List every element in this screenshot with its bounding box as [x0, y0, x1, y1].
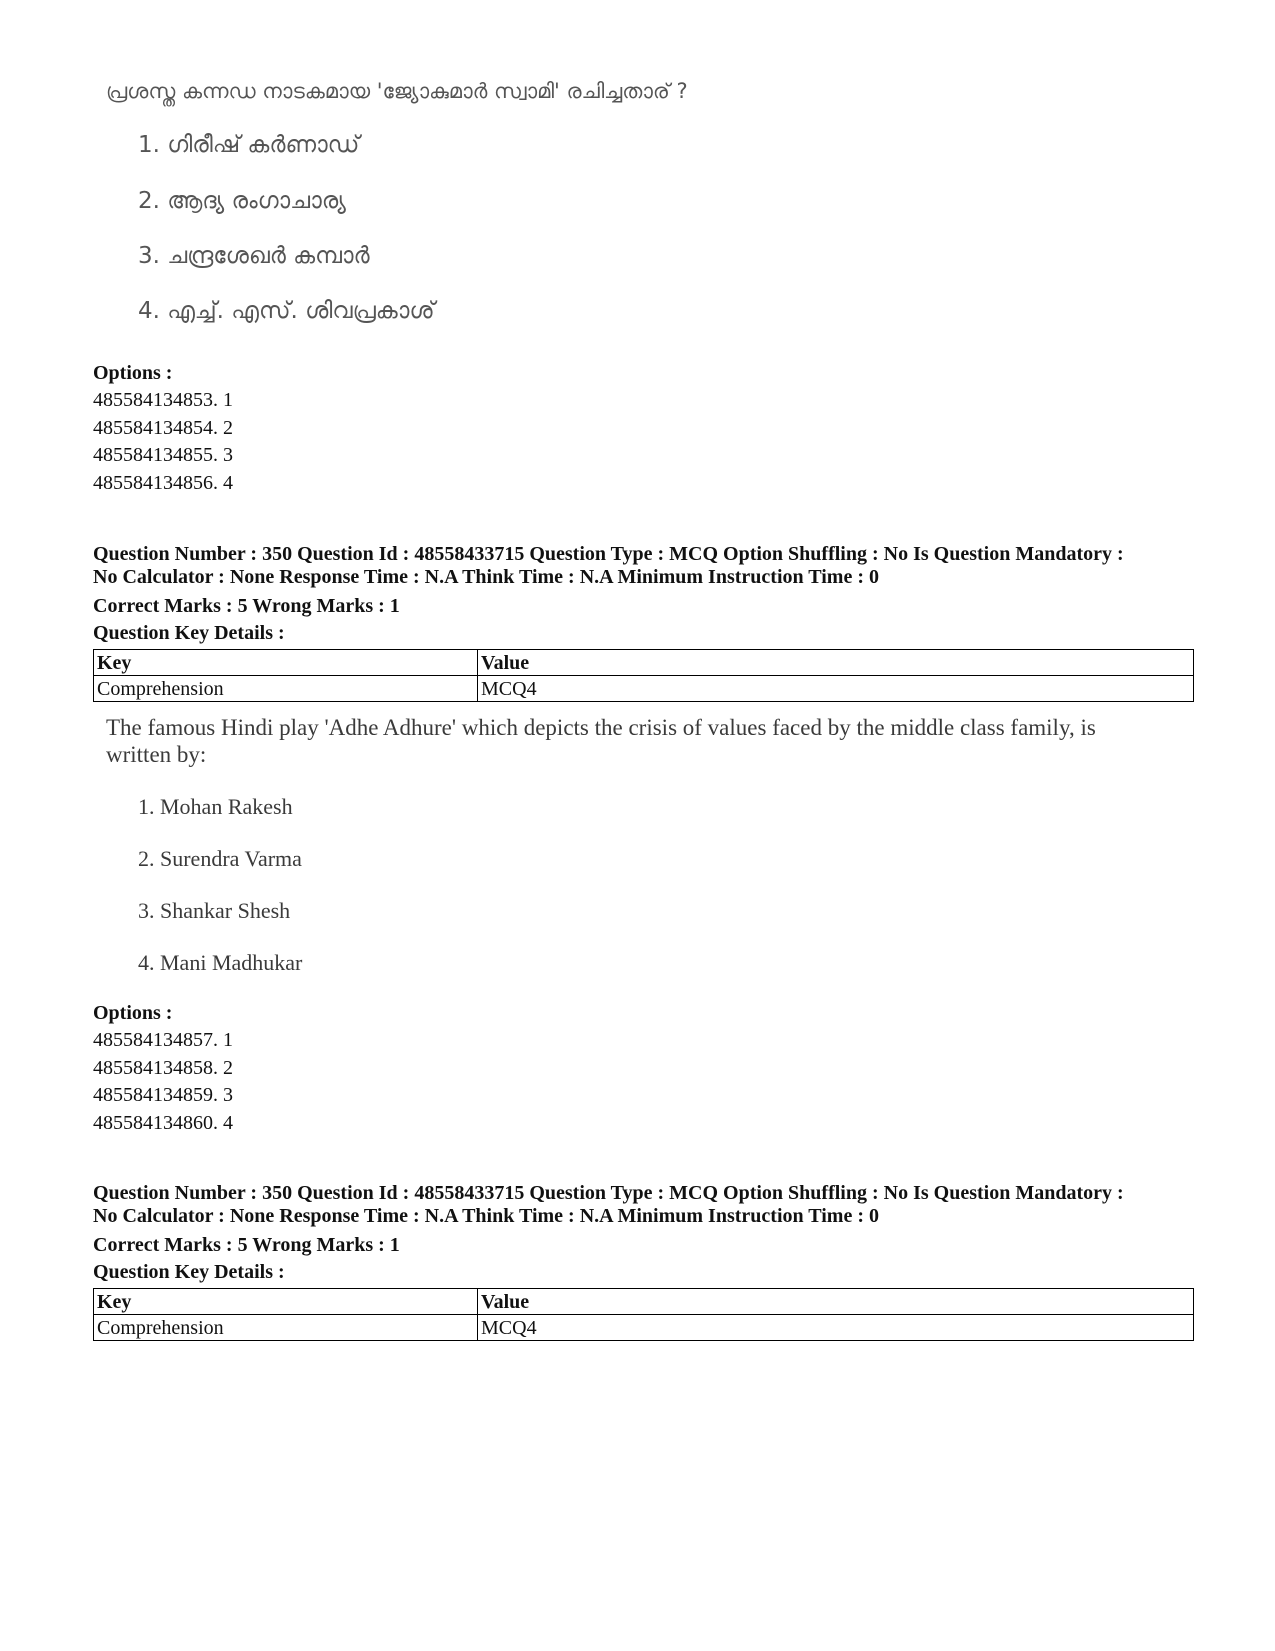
key-details-label: Question Key Details : [93, 1261, 285, 1283]
option-id: 485584134853. 1 [93, 389, 233, 411]
key-cell: Comprehension [94, 1315, 478, 1341]
choice-3: 3. ചന്ദ്രശേഖർ കമ്പാർ [138, 243, 370, 269]
marks-line: Correct Marks : 5 Wrong Marks : 1 [93, 1234, 400, 1256]
question-meta-line2: No Calculator : None Response Time : N.A Think Time : N.A Minimum Instruction Time : 0 [93, 1205, 879, 1227]
key-header: Key [94, 650, 478, 676]
option-id: 485584134854. 2 [93, 417, 233, 439]
table-row [94, 676, 1194, 702]
options-label: Options : [93, 362, 173, 384]
question-meta [93, 1182, 1203, 1228]
table-header-row [94, 650, 1194, 676]
option-id: 485584134859. 3 [93, 1084, 233, 1106]
choice-1: 1. Mohan Rakesh [138, 794, 293, 819]
options-label: Options : [93, 1002, 173, 1024]
option-id: 485584134858. 2 [93, 1057, 233, 1079]
marks-line: Correct Marks : 5 Wrong Marks : 1 [93, 595, 400, 617]
question-stem-line2: written by: [106, 742, 207, 767]
choice-4: 4. Mani Madhukar [138, 950, 303, 975]
value-header: Value [478, 650, 1194, 676]
question-stem-line1: The famous Hindi play 'Adhe Adhure' which depicts the crisis of values faced by the middle class family, is [106, 715, 1096, 740]
choice-2: 2. ആദ്യ രംഗാചാര്യ [138, 188, 346, 214]
option-id: 485584134860. 4 [93, 1112, 233, 1134]
table-row [94, 1315, 1194, 1341]
question-image-malayalam [106, 78, 1006, 348]
option-id: 485584134857. 1 [93, 1029, 233, 1051]
key-details-table [93, 1288, 1194, 1341]
question-meta-line1: Question Number : 350 Question Id : 48558433715 Question Type : MCQ Option Shuffling : No Is Question Mandatory : [93, 1182, 1124, 1204]
option-id: 485584134855. 3 [93, 444, 233, 466]
question-meta-line1: Question Number : 350 Question Id : 48558433715 Question Type : MCQ Option Shuffling : No Is Question Mandatory : [93, 543, 1124, 565]
key-cell: Comprehension [94, 676, 478, 702]
question-meta-line2: No Calculator : None Response Time : N.A Think Time : N.A Minimum Instruction Time : 0 [93, 566, 879, 588]
value-cell: MCQ4 [478, 1315, 1194, 1341]
value-cell: MCQ4 [478, 676, 1194, 702]
value-header: Value [478, 1289, 1194, 1315]
choice-1: 1. ഗിരീഷ് കർണാഡ് [138, 132, 360, 158]
question-stem: പ്രശസ്ത കന്നഡ നാടകമായ 'ജ്യോകുമാർ സ്വാമി' രചിച്ചതാര് ? [106, 79, 688, 103]
table-header-row [94, 1289, 1194, 1315]
choice-3: 3. Shankar Shesh [138, 898, 291, 923]
choice-4: 4. എച്ച്. എസ്. ശിവപ്രകാശ് [138, 298, 435, 324]
key-details-table [93, 649, 1194, 702]
question-image-english [106, 714, 1116, 984]
question-meta [93, 543, 1203, 589]
choice-2: 2. Surendra Varma [138, 846, 302, 871]
key-header: Key [94, 1289, 478, 1315]
key-details-label: Question Key Details : [93, 622, 285, 644]
option-id: 485584134856. 4 [93, 472, 233, 494]
